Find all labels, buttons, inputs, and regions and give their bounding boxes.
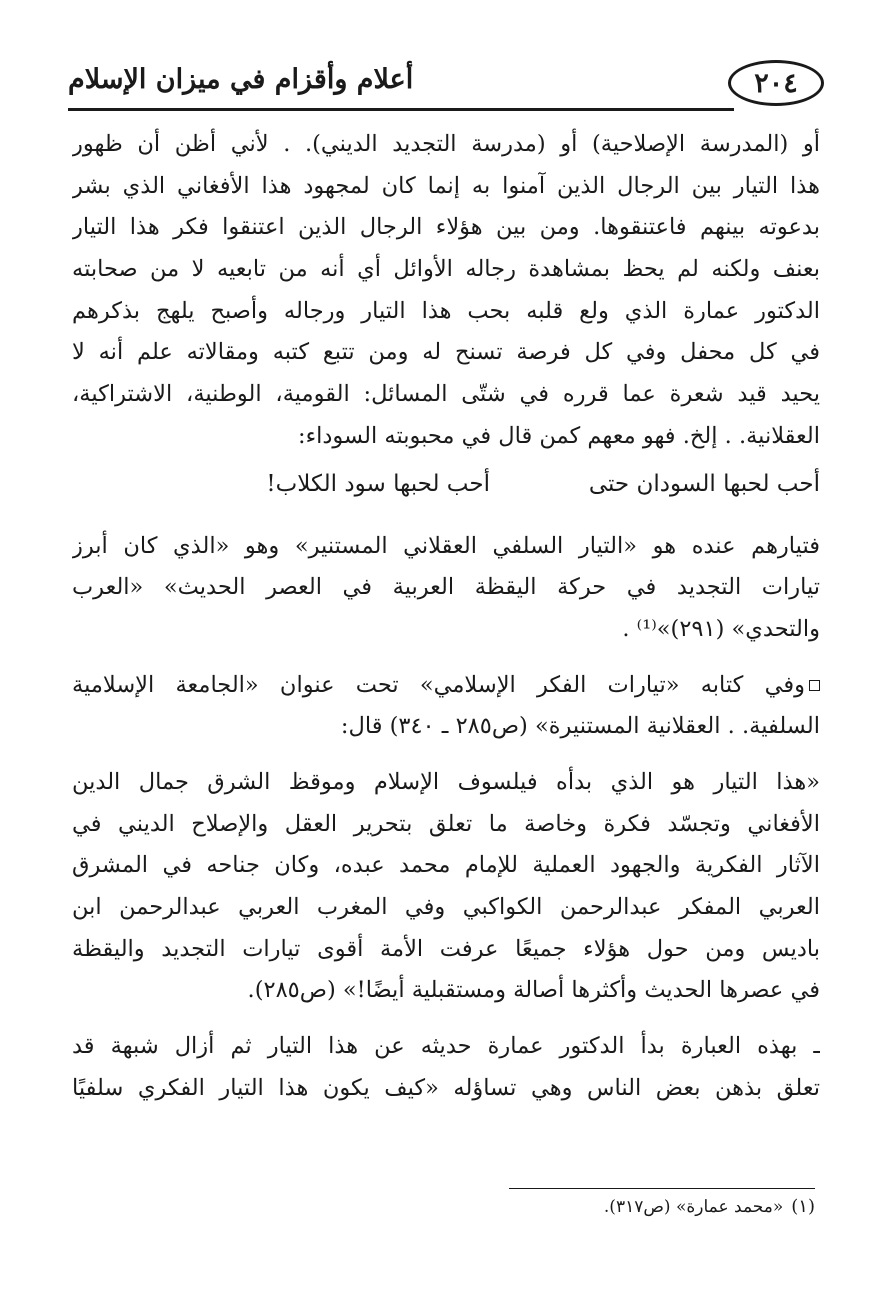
text-line: بعنف ولكنه لم يحظ بمشاهدة رجاله الأوائل أي أنه من تابعيه لا من صحابته — [72, 256, 820, 283]
verse-hemistich-2: أحب لحبها سود الكلاب! — [266, 470, 490, 497]
text-line-content: وفي كتابه «تيارات الفكر الإسلامي» تحت عنوان «الجامعة الإسلامية — [72, 671, 805, 698]
text-line: في عصرها الحديث وأكثرها أصالة ومستقبلية أيضًا!» (ص٢٨٥). — [247, 977, 820, 1004]
text-line: يحيد قيد شعرة عما قرره في شتّى المسائل: القومية، الوطنية، الاشتراكية، — [72, 381, 820, 408]
running-title: أعلام وأقزام في ميزان الإسلام — [68, 64, 414, 95]
footnote-marker: (١) — [791, 1196, 815, 1217]
text-line: تيارات التجديد في حركة اليقظة العربية في العصر الحديث» «العرب — [72, 574, 820, 601]
paragraph-1 — [72, 124, 820, 458]
text-line: ـ بهذه العبارة بدأ الدكتور عمارة حديثه عن هذا التيار ثم أزال شبهة قد — [72, 1033, 820, 1060]
paragraph-2 — [72, 526, 820, 651]
text-line: بدعوته بينهم فاعتنقوها. ومن بين هؤلاء الرجال الذين اعتنقوا فكر هذا التيار — [72, 214, 820, 241]
page-number: ٢٠٤ — [728, 60, 824, 106]
text-line: هذا التيار بين الرجال الذين آمنوا به إنما كان لمجهود هذا الأفغاني الذي بشر — [72, 172, 820, 199]
footnote-rule — [509, 1188, 815, 1189]
page-body — [72, 124, 820, 1109]
paragraph-3 — [72, 665, 820, 748]
text-line: السلفية. . العقلانية المستنيرة» (ص٢٨٥ ـ ٣٤٠) قال: — [340, 713, 820, 740]
paragraph-4 — [72, 762, 820, 1012]
text-line: باديس ومن حول هؤلاء جميعًا عرفت الأمة أقوى تيارات التجديد واليقظة — [72, 935, 820, 962]
poetry-verse — [72, 458, 820, 512]
footnote — [604, 1196, 815, 1217]
text-line: العربي المفكر عبدالرحمن الكواكبي وفي المغرب العربي عبدالرحمن ابن — [72, 894, 820, 920]
verse-hemistich-1: أحب لحبها السودان حتى — [588, 470, 820, 497]
text-line: والتحدي» (٢٩١)»⁽¹⁾ . — [622, 615, 820, 642]
text-line: الدكتور عمارة الذي ولع قلبه بحب هذا التيار ورجاله وأصبح يلهج بذكرهم — [72, 297, 820, 324]
paragraph-5 — [72, 1026, 820, 1109]
square-bullet-icon — [809, 680, 820, 691]
text-line: تعلق بذهن بعض الناس وهي تساؤله «كيف يكون هذا التيار الفكري سلفيًا — [72, 1074, 820, 1101]
page-header — [68, 58, 824, 118]
text-line: العقلانية. . إلخ. فهو معهم كمن قال في محبوبته السوداء: — [298, 422, 820, 449]
text-line: الأفغاني وتجسّد فكرة وخاصة ما تعلق بتحرير العقل والإصلاح الديني في — [72, 810, 820, 837]
text-line — [72, 665, 820, 707]
header-rule — [68, 108, 734, 111]
text-line: فتيارهم عنده هو «التيار السلفي العقلاني المستنير» وهو «الذي كان أبرز — [72, 532, 820, 559]
text-line: أو (المدرسة الإصلاحية) أو (مدرسة التجديد الديني). . لأني أظن أن ظهور — [72, 131, 820, 157]
text-line: الآثار الفكرية والجهود العملية للإمام محمد عبده، وكان جناحه في المشرق — [72, 852, 820, 879]
text-line: «هذا التيار هو الذي بدأه فيلسوف الإسلام وموقظ الشرق جمال الدين — [72, 768, 820, 795]
text-line: في كل محفل وفي كل فرصة تسنح له ومن تتبع كتبه ومقالاته علم أنه لا — [72, 339, 820, 366]
footnote-text: «محمد عمارة» (ص٣١٧). — [603, 1197, 784, 1217]
